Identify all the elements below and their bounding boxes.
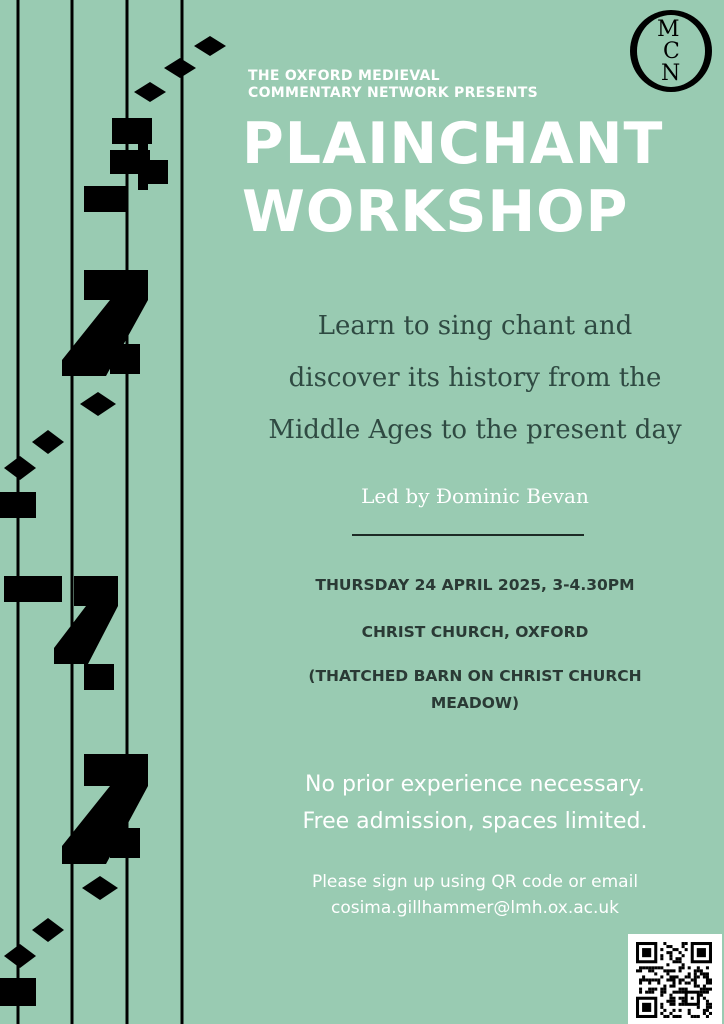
qr-code[interactable] [628,934,722,1024]
poster-title [242,110,712,246]
chant-notation-icon [0,0,240,1024]
presenter-line-1: THE OXFORD MEDIEVAL [248,68,440,84]
logo-letter-c: C [663,39,680,64]
admission-note [240,766,710,840]
signup-info [240,869,710,921]
event-date-time: THURSDAY 24 APRIL 2025, 3-4.30PM [315,576,635,594]
note-line-1: No prior experience necessary. [305,772,645,797]
tagline-line-3: Middle Ages to the present day [268,415,682,445]
qr-code-icon [636,942,712,1018]
event-venue: CHRIST CHURCH, OXFORD [361,623,589,641]
tagline-line-1: Learn to sing chant and [317,311,633,341]
title-line-1: PLAINCHANT [242,111,664,177]
note-line-2: Free admission, spaces limited. [302,809,648,834]
presenter-line [248,68,648,102]
signup-line: Please sign up using QR code or email [311,872,639,892]
contact-email[interactable]: cosima.gillhammer@lmh.ox.ac.uk [330,898,620,918]
led-by: Led by Ɖominic Bevan [361,484,589,508]
tagline-line-2: discover its history from the [288,363,662,393]
divider [352,534,584,536]
venue-detail-line-1: (THATCHED BARN ON CHRIST CHURCH [308,667,642,685]
venue-detail-line-2: MEADOW) [430,694,520,712]
tagline [240,300,710,456]
title-line-2: WORKSHOP [242,179,629,245]
logo-letter-n: N [661,61,681,86]
event-venue-detail [240,663,710,717]
presenter-line-2: COMMENTARY NETWORK PRESENTS [248,85,539,101]
logo-letter-m: M [657,17,680,42]
